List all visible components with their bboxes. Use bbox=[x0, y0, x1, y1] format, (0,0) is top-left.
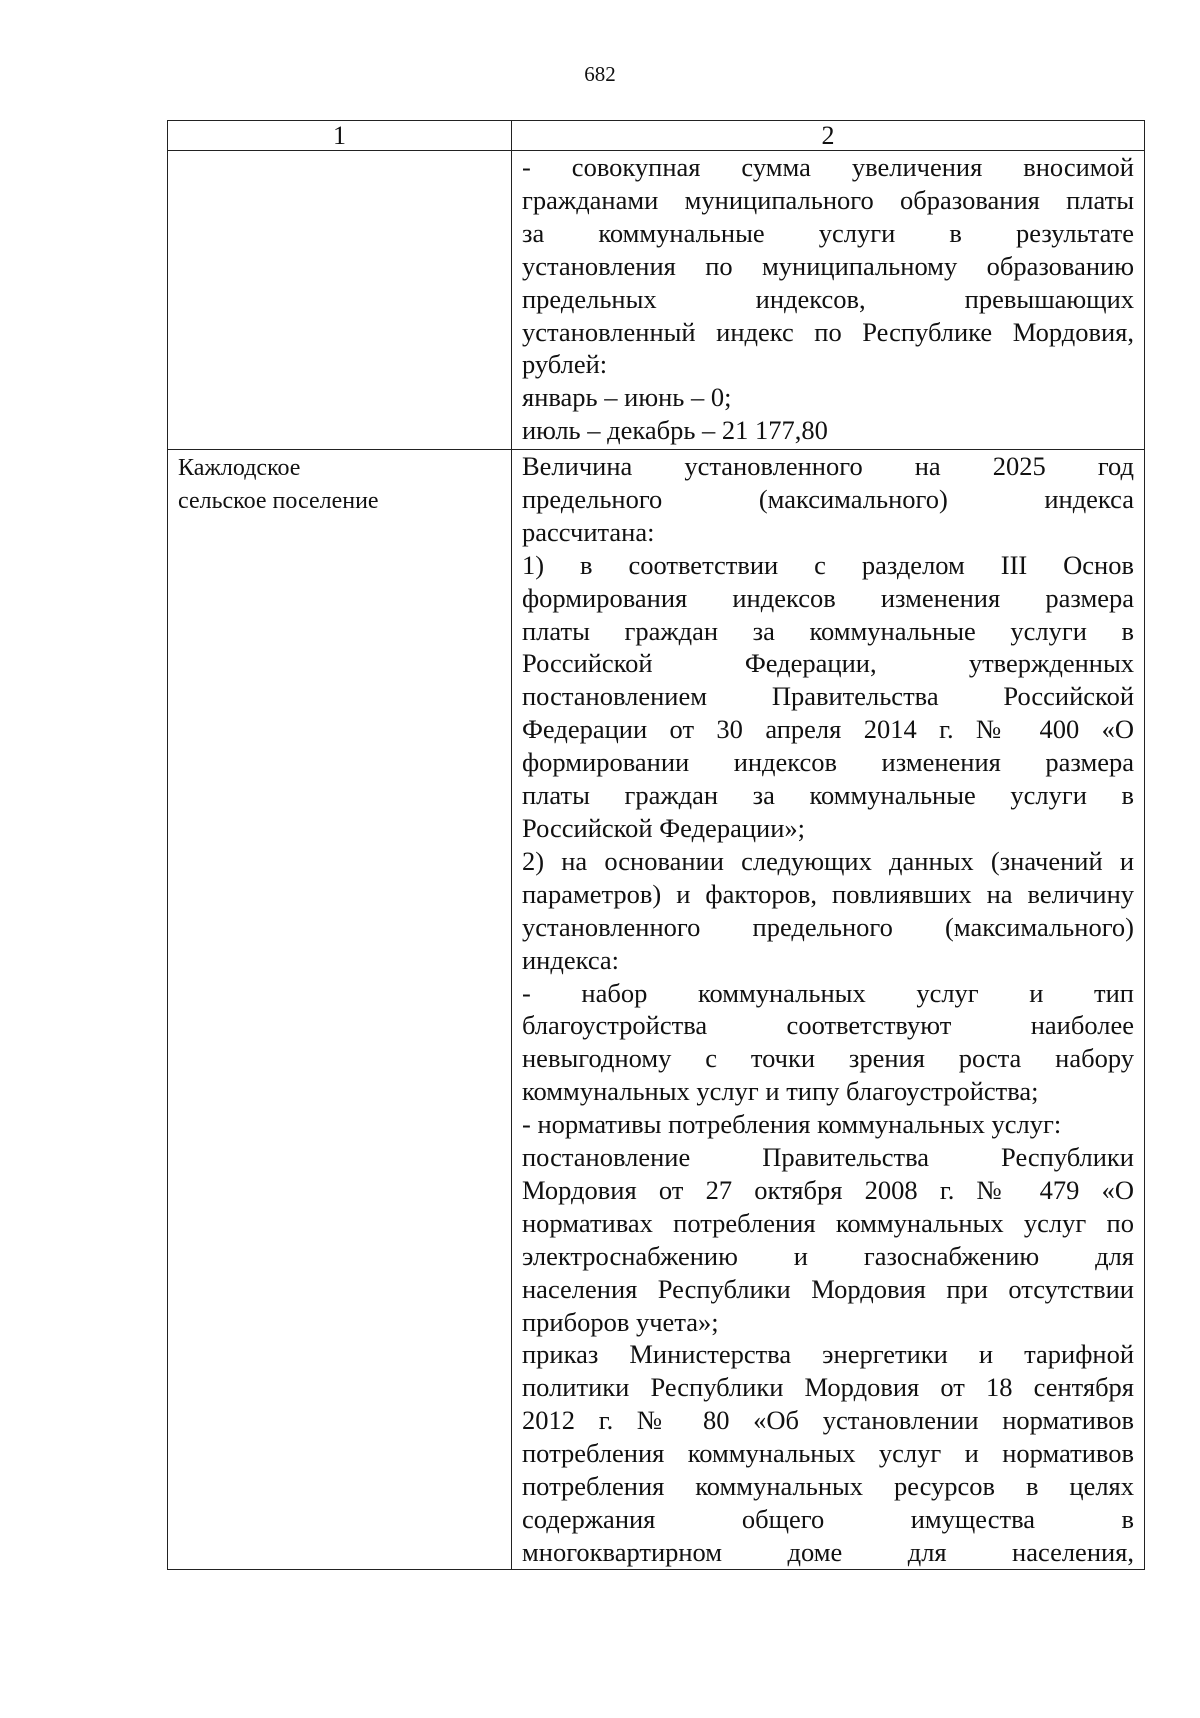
description-line: постановление Правительства Республики bbox=[522, 1142, 1134, 1173]
description-line: установленного предельного (максимального) bbox=[522, 911, 1134, 942]
description-line: за коммунальные услуги в результате bbox=[522, 217, 1134, 248]
description-line: содержания общего имущества в bbox=[522, 1504, 1134, 1534]
description-line: Российской Федерации»; bbox=[522, 812, 805, 843]
description-line: благоустройства соответствуют наиболее bbox=[522, 1010, 1134, 1041]
description-line: июль – декабрь – 21 177,80 bbox=[522, 415, 828, 446]
description-line: предельных индексов, превышающих bbox=[522, 283, 1134, 314]
description-line: гражданами муниципального образования платы bbox=[522, 184, 1134, 215]
description-line: - набор коммунальных услуг и тип bbox=[522, 977, 1134, 1008]
description-line: рублей: bbox=[522, 349, 608, 380]
row-2-description-cell bbox=[512, 450, 1145, 1570]
description-line: установленный индекс по Республике Мордовия, bbox=[522, 316, 1134, 347]
row-1-description-cell bbox=[512, 151, 1145, 450]
description-line: невыгодному с точки зрения роста набору bbox=[522, 1043, 1134, 1074]
description-line: параметров) и факторов, повлиявших на величину bbox=[522, 878, 1134, 909]
description-line: политики Республики Мордовия от 18 сентября bbox=[522, 1372, 1134, 1403]
column-header-2: 2 bbox=[512, 121, 1145, 151]
table-row bbox=[168, 151, 1145, 450]
description-line: потребления коммунальных услуг и нормативов bbox=[522, 1438, 1134, 1469]
page-number: 682 bbox=[584, 62, 616, 86]
document-table bbox=[167, 120, 1145, 1570]
description-line: - совокупная сумма увеличения вносимой bbox=[522, 152, 1134, 182]
description-line: - нормативы потребления коммунальных услуг: bbox=[522, 1109, 1062, 1140]
description-line: платы граждан за коммунальные услуги в bbox=[522, 780, 1134, 811]
description-line: формировании индексов изменения размера bbox=[522, 747, 1134, 778]
description-line: январь – июнь – 0; bbox=[522, 382, 732, 413]
description-line: платы граждан за коммунальные услуги в bbox=[522, 615, 1134, 646]
description-line: постановлением Правительства Российской bbox=[522, 681, 1134, 712]
description-line: приказ Министерства энергетики и тарифной bbox=[522, 1339, 1134, 1370]
description-line: установления по муниципальному образованию bbox=[522, 250, 1134, 281]
description-line: электроснабжению и газоснабжению для bbox=[522, 1240, 1134, 1271]
description-line: формирования индексов изменения размера bbox=[522, 582, 1134, 613]
description-line: Величина установленного на 2025 год bbox=[522, 451, 1134, 481]
description-line: приборов учета»; bbox=[522, 1306, 719, 1337]
description-line: Федерации от 30 апреля 2014 г. № 400 «О bbox=[522, 714, 1134, 745]
description-line: коммунальных услуг и типу благоустройства; bbox=[522, 1076, 1039, 1107]
column-header-1: 1 bbox=[168, 121, 512, 151]
row-1-municipality-cell bbox=[168, 151, 512, 450]
table-row bbox=[168, 450, 1145, 1570]
table-body bbox=[168, 151, 1145, 1570]
row-2-municipality-cell bbox=[168, 450, 512, 1570]
description-line: рассчитана: bbox=[522, 516, 655, 547]
description-line: нормативах потребления коммунальных услуг по bbox=[522, 1207, 1134, 1238]
municipality-name-line: Кажлодское bbox=[178, 455, 301, 481]
municipality-name-line: сельское поселение bbox=[178, 487, 379, 514]
description-line: Российской Федерации, утвержденных bbox=[522, 648, 1134, 679]
description-line: 2012 г. № 80 «Об установлении нормативов bbox=[522, 1405, 1134, 1436]
description-line: многоквартирном доме для населения, bbox=[522, 1536, 1134, 1567]
description-line: 2) на основании следующих данных (значений и bbox=[522, 845, 1134, 876]
description-line: предельного (максимального) индекса bbox=[522, 483, 1134, 514]
description-line: потребления коммунальных ресурсов в целях bbox=[522, 1471, 1134, 1502]
description-line: индекса: bbox=[522, 944, 620, 975]
description-line: 1) в соответствии с разделом III Основ bbox=[522, 549, 1134, 580]
table-header-row bbox=[168, 121, 1145, 151]
description-line: Мордовия от 27 октября 2008 г. № 479 «О bbox=[522, 1174, 1134, 1205]
description-line: населения Республики Мордовия при отсутствии bbox=[522, 1273, 1134, 1304]
